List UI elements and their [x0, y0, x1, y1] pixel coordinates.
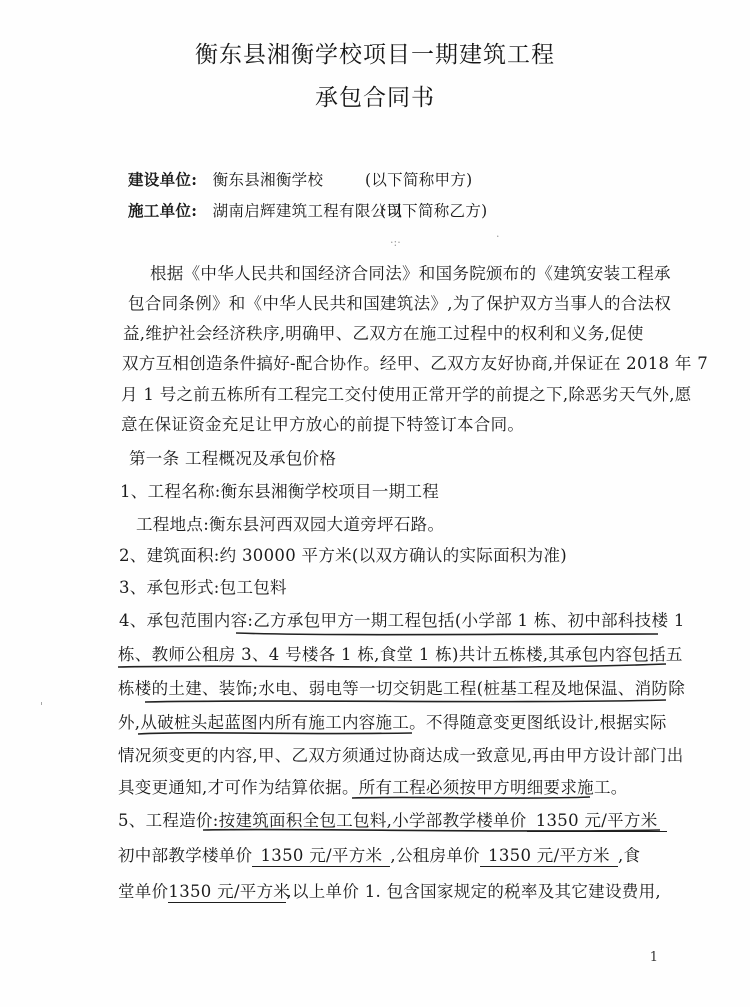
price-primary: 1350 元/平方米: [527, 811, 667, 832]
item-price-line2: [118, 846, 640, 867]
item-price-intro: 5、工程造价:按建筑面积全包工包料,小学部教学楼单价: [118, 811, 527, 830]
item-price-line3: [118, 882, 661, 903]
item-price-line1: [118, 811, 667, 832]
preamble-line: 意在保证资金充足让甲方放心的前提下特签订本合同。: [121, 415, 525, 434]
preamble-line: 根据《中华人民共和国经济合同法》和国务院颁布的《建筑安装工程承: [150, 264, 671, 283]
scan-speck: ·:·: [390, 236, 401, 249]
preamble-line: 益,维护社会经济秩序,明确甲、乙双方在施工过程中的权利和义务,促使: [123, 324, 644, 343]
price-middle-school: 1350 元/平方米: [252, 846, 390, 867]
party-b-label: 施工单位:: [128, 201, 198, 220]
party-a-label: 建设单位:: [128, 170, 198, 189]
scan-speck: ·: [496, 230, 500, 243]
item-project-location: 工程地点:衡东县河西双园大道旁坪石路。: [136, 515, 445, 534]
party-b-value: 湖南启辉建筑工程有限公司: [212, 202, 403, 220]
item-scope-line: 栋楼的土建、装饰;水电、弱电等一切交钥匙工程(桩基工程及地保温、消防除: [118, 679, 685, 698]
preamble-line: 包合同条例》和《中华人民共和国建筑法》,为了保护双方当事人的合法权: [128, 294, 672, 313]
price-canteen: 1350 元/平方米: [168, 882, 291, 901]
item-price-line3-end: ,以上单价 1. 包含国家规定的税率及其它建设费用,: [286, 882, 661, 901]
preamble-line: 月 1 号之前五栋所有工程完工交付使用正常开学的前提之下,除恶劣天气外,愿: [121, 385, 692, 404]
item-price-middle-label: 初中部教学楼单价: [118, 846, 253, 865]
item-price-canteen-label: 堂单价: [118, 882, 169, 901]
party-a-value: 衡东县湘衡学校: [212, 171, 324, 189]
item-price-line2-end: ,食: [617, 846, 641, 865]
item-scope-line: 外,从破桩头起蓝图内所有施工内容施工。不得随意变更图纸设计,根据实际: [118, 713, 667, 732]
item-scope-line: 栋、教师公租房 3、4 号楼各 1 栋,食堂 1 栋)共计五栋楼,其承包内容包括五: [118, 645, 683, 664]
price-housing: 1350 元/平方米: [480, 846, 618, 867]
party-b-note: (以下简称乙方): [380, 202, 488, 220]
scan-speck: ': [40, 700, 44, 713]
item-contract-form: 3、承包形式:包工包料: [119, 578, 287, 597]
item-scope-line: 4、承包范围内容:乙方承包甲方一期工程包括(小学部 1 栋、初中部科技楼 1: [119, 611, 685, 630]
item-price-housing-label: ,公租房单价: [390, 846, 480, 865]
item-scope-line: 具变更通知,才可作为结算依据。所有工程必须按甲方明细要求施工。: [118, 778, 628, 797]
contract-subtitle: 承包合同书: [315, 85, 435, 111]
item-building-area: 2、建筑面积:约 30000 平方米(以双方确认的实际面积为准): [119, 546, 568, 565]
contract-title: 衡东县湘衡学校项目一期建筑工程: [195, 42, 555, 68]
party-a-note: (以下简称甲方): [365, 171, 473, 189]
item-scope-line: 情况须变更的内容,甲、乙双方须通过协商达成一致意见,再由甲方设计部门出: [118, 746, 684, 765]
article-heading: 第一条 工程概况及承包价格: [129, 449, 337, 468]
preamble-line: 双方互相创造条件搞好-配合协作。经甲、乙双方友好协商,并保证在 2018 年 7: [122, 354, 709, 373]
item-project-name: 1、工程名称:衡东县湘衡学校项目一期工程: [120, 482, 440, 501]
page-number: 1: [649, 950, 658, 965]
